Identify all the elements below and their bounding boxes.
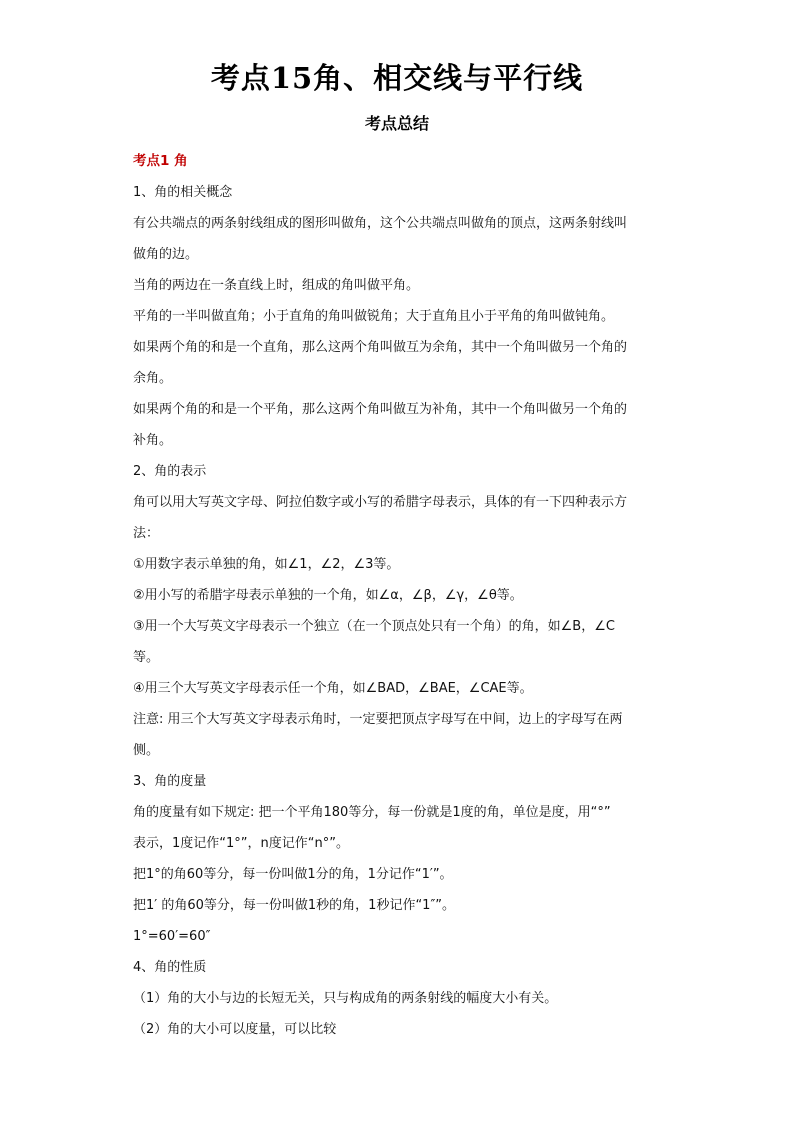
paragraph-line: 表示，1度记作“1°”，n度记作“n°”。	[133, 836, 349, 851]
list-item: ④用三个大写英文字母表示任一个角，如∠BAD，∠BAE，∠CAE等。	[133, 681, 533, 696]
list-item: （2）角的大小可以度量，可以比较	[133, 1022, 337, 1037]
note-line: 注意: 用三个大写英文字母表示角时，一定要把顶点字母写在中间，边上的字母写在两	[133, 712, 623, 727]
paragraph-line: 角可以用大写英文字母、阿拉伯数字或小写的希腊字母表示，具体的有一下四种表示方	[133, 495, 628, 510]
list-item: ①用数字表示单独的角，如∠1，∠2，∠3等。	[133, 557, 400, 572]
paragraph-line: 角的度量有如下规定: 把一个平角180等分，每一份就是1度的角，单位是度，用“°”	[133, 805, 611, 820]
heading-angle-notation: 2、角的表示	[133, 464, 207, 479]
paragraph-line: 平角的一半叫做直角；小于直角的角叫做锐角；大于直角且小于平角的角叫做钝角。	[133, 309, 615, 324]
page-title: 考点15角、相交线与平行线	[210, 61, 584, 95]
heading-angle-concepts: 1、角的相关概念	[133, 185, 233, 200]
list-item: 等。	[133, 650, 160, 665]
paragraph-line: 当角的两边在一条直线上时，组成的角叫做平角。	[133, 278, 420, 293]
paragraph-line: 法：	[133, 526, 160, 541]
paragraph-line: 把1°的角60等分，每一份叫做1分的角，1分记作“1′”。	[133, 867, 453, 882]
paragraph-line: 有公共端点的两条射线组成的图形叫做角，这个公共端点叫做角的顶点，这两条射线叫	[133, 216, 628, 231]
formula-line: 1°=60′=60″	[133, 929, 211, 944]
heading-angle-properties: 4、角的性质	[133, 960, 207, 975]
paragraph-line: 做角的边。	[133, 247, 199, 262]
list-item: ②用小写的希腊字母表示单独的一个角，如∠α，∠β，∠γ，∠θ等。	[133, 588, 523, 603]
heading-angle-measure: 3、角的度量	[133, 774, 207, 789]
section-heading: 考点1 角	[133, 153, 188, 169]
list-item: ③用一个大写英文字母表示一个独立（在一个顶点处只有一个角）的角，如∠B，∠C	[133, 619, 615, 634]
paragraph-line: 如果两个角的和是一个直角，那么这两个角叫做互为余角，其中一个角叫做另一个角的	[133, 340, 628, 355]
paragraph-line: 余角。	[133, 371, 173, 386]
note-line: 侧。	[133, 743, 160, 758]
paragraph-line: 如果两个角的和是一个平角，那么这两个角叫做互为补角，其中一个角叫做另一个角的	[133, 402, 628, 417]
document-body	[133, 146, 673, 1045]
paragraph-line: 补角。	[133, 433, 173, 448]
list-item: （1）角的大小与边的长短无关，只与构成角的两条射线的幅度大小有关。	[133, 991, 558, 1006]
page-subtitle: 考点总结	[364, 114, 429, 133]
paragraph-line: 把1′ 的角60等分，每一份叫做1秒的角，1秒记作“1″”。	[133, 898, 456, 913]
